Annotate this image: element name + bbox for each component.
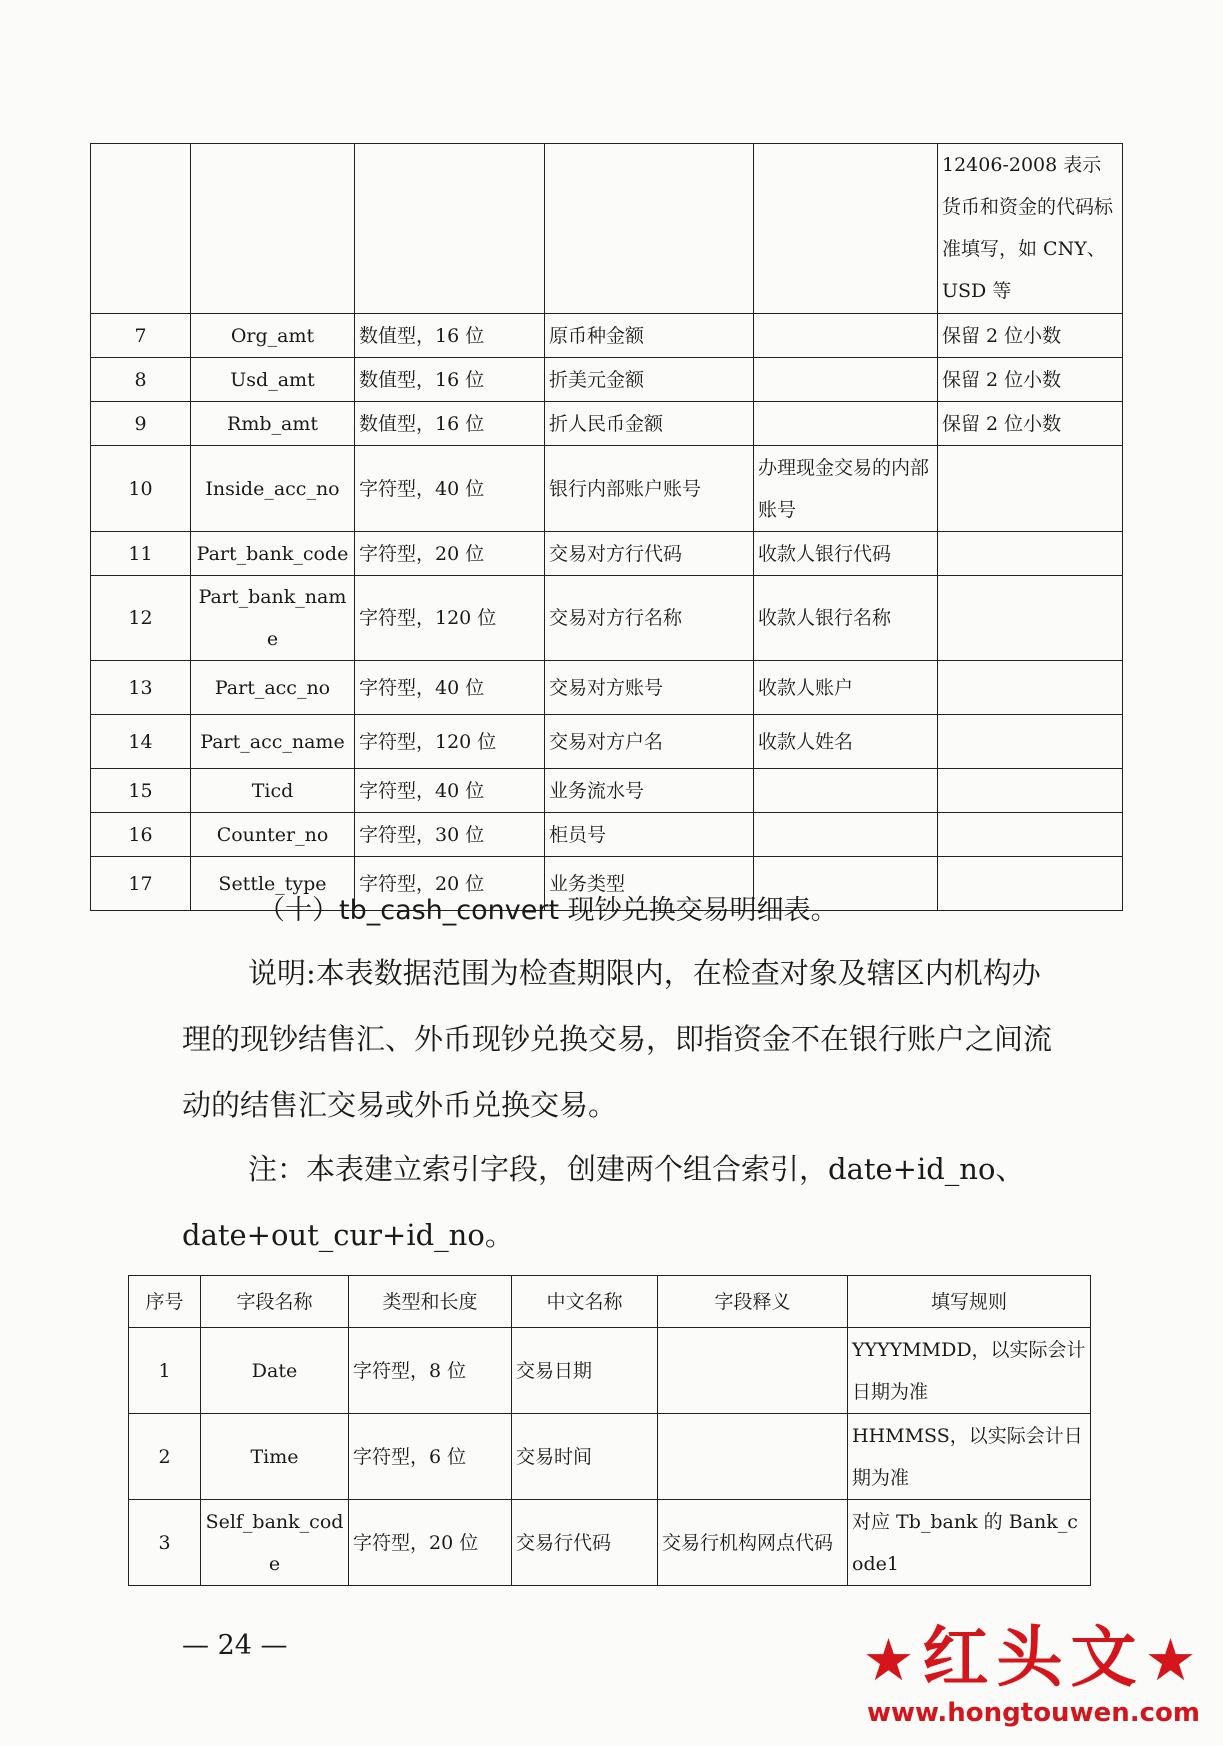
cell-field: Part_acc_name (191, 715, 355, 769)
cell-rule (938, 769, 1123, 813)
header-no: 序号 (129, 1276, 201, 1328)
cell-cn: 交易日期 (512, 1328, 658, 1414)
cell-rule (938, 661, 1123, 715)
cell-desc: 收款人姓名 (754, 715, 938, 769)
cell-desc (754, 402, 938, 446)
cell-field: Part_bank_name (191, 576, 355, 661)
page-number: — 24 — (182, 1630, 288, 1661)
cell-cn: 折人民币金额 (545, 402, 754, 446)
star-icon: ★ (862, 1626, 923, 1694)
cell-no: 13 (91, 661, 191, 715)
cell-type: 字符型，20 位 (355, 532, 545, 576)
cell-desc (658, 1328, 848, 1414)
table-row (91, 769, 1123, 813)
section-note: 注：本表建立索引字段，创建两个组合索引，date+id_no、date+out_cur+id_no。 (182, 1152, 1025, 1252)
header-rule: 填写规则 (848, 1276, 1091, 1328)
table-row (129, 1500, 1091, 1586)
cell-desc (658, 1414, 848, 1500)
cell-rule: 保留 2 位小数 (938, 402, 1123, 446)
cell-field: Usd_amt (191, 358, 355, 402)
cell-no: 15 (91, 769, 191, 813)
cell-no: 3 (129, 1500, 201, 1586)
header-cn-name: 中文名称 (512, 1276, 658, 1328)
cell-cn: 交易时间 (512, 1414, 658, 1500)
cell-no: 2 (129, 1414, 201, 1500)
cell-desc (754, 314, 938, 358)
star-icon: ★ (1144, 1626, 1205, 1694)
table-header-row (129, 1276, 1091, 1328)
cell-rule (938, 532, 1123, 576)
cell-type: 数值型，16 位 (355, 358, 545, 402)
cell-no: 10 (91, 446, 191, 532)
cell-cn: 折美元金额 (545, 358, 754, 402)
cell-desc: 办理现金交易的内部账号 (754, 446, 938, 532)
table-row-continued (91, 144, 1123, 314)
cell-cn: 交易对方账号 (545, 661, 754, 715)
cell-cn: 交易行代码 (512, 1500, 658, 1586)
cell-type: 字符型，120 位 (355, 576, 545, 661)
cell-field: Ticd (191, 769, 355, 813)
header-type: 类型和长度 (349, 1276, 512, 1328)
cell-desc: 收款人账户 (754, 661, 938, 715)
cell-type: 数值型，16 位 (355, 402, 545, 446)
cell-field: Part_bank_code (191, 532, 355, 576)
cell-rule (938, 446, 1123, 532)
table-row (129, 1414, 1091, 1500)
cell-rule: 12406-2008 表示货币和资金的代码标准填写，如 CNY、USD 等 (938, 144, 1123, 314)
cell-type: 数值型，16 位 (355, 314, 545, 358)
cell-type: 字符型，6 位 (349, 1414, 512, 1500)
cell-no: 16 (91, 813, 191, 857)
cell-no: 9 (91, 402, 191, 446)
table-row (91, 813, 1123, 857)
cell-rule: 对应 Tb_bank 的 Bank_code1 (848, 1500, 1091, 1586)
cell-cn: 银行内部账户账号 (545, 446, 754, 532)
cash-convert-field-table (128, 1275, 1091, 1586)
section-description: 说明:本表数据范围为检查期限内，在检查对象及辖区内机构办理的现钞结售汇、外币现钞兑换交易，即指资金不在银行账户之间流动的结售汇交易或外币兑换交易。 (182, 956, 1053, 1122)
cell-rule: 保留 2 位小数 (938, 358, 1123, 402)
cell-no: 1 (129, 1328, 201, 1414)
cell-type: 字符型，30 位 (355, 813, 545, 857)
cell-type: 字符型，40 位 (355, 769, 545, 813)
cell-desc (754, 769, 938, 813)
cell-cn: 原币种金额 (545, 314, 754, 358)
cell-type: 字符型，40 位 (355, 661, 545, 715)
cell-no: 7 (91, 314, 191, 358)
cell-rule: HHMMSS，以实际会计日期为准 (848, 1414, 1091, 1500)
table-row (91, 532, 1123, 576)
cell-cn: 交易对方行代码 (545, 532, 754, 576)
cell-desc: 收款人银行名称 (754, 576, 938, 661)
cell-field: Settle_type (191, 857, 355, 911)
cell-desc: 交易行机构网点代码 (658, 1500, 848, 1586)
watermark-title: 红头文 (922, 1619, 1145, 1696)
table-row (129, 1328, 1091, 1414)
cell-no: 12 (91, 576, 191, 661)
cell-type: 字符型，20 位 (355, 857, 545, 911)
table-row (91, 715, 1123, 769)
cell-field: Org_amt (191, 314, 355, 358)
cell-type: 字符型，20 位 (349, 1500, 512, 1586)
cell-no: 14 (91, 715, 191, 769)
table-row (91, 314, 1123, 358)
cell-cn: 业务类型 (545, 857, 754, 911)
cell-type: 字符型，40 位 (355, 446, 545, 532)
cell-cn: 柜员号 (545, 813, 754, 857)
cell-desc (754, 813, 938, 857)
table-row (91, 402, 1123, 446)
cell-desc: 收款人银行代码 (754, 532, 938, 576)
cell-rule (938, 715, 1123, 769)
cell-field: Part_acc_no (191, 661, 355, 715)
cell-rule (938, 576, 1123, 661)
table-row (91, 576, 1123, 661)
cell-type: 字符型，120 位 (355, 715, 545, 769)
table-row (91, 358, 1123, 402)
header-field: 字段名称 (201, 1276, 349, 1328)
section-heading: （十）tb_cash_convert 现钞兑换交易明细表。 (258, 895, 838, 926)
cell-field: Date (201, 1328, 349, 1414)
cell-field: Self_bank_code (201, 1500, 349, 1586)
cell-field: Time (201, 1414, 349, 1500)
cell-field: Rmb_amt (191, 402, 355, 446)
cell-field: Counter_no (191, 813, 355, 857)
cell-rule: YYYYMMDD，以实际会计日期为准 (848, 1328, 1091, 1414)
site-watermark (846, 1619, 1221, 1742)
cell-desc (754, 358, 938, 402)
cell-no: 17 (91, 857, 191, 911)
cell-type: 字符型，8 位 (349, 1328, 512, 1414)
cell-no: 11 (91, 532, 191, 576)
cell-no: 8 (91, 358, 191, 402)
watermark-url: www.hongtouwen.com (867, 1698, 1200, 1728)
cell-cn: 业务流水号 (545, 769, 754, 813)
cell-cn: 交易对方户名 (545, 715, 754, 769)
cell-cn: 交易对方行名称 (545, 576, 754, 661)
table-row (91, 661, 1123, 715)
cell-rule (938, 813, 1123, 857)
cell-rule: 保留 2 位小数 (938, 314, 1123, 358)
cell-rule (938, 857, 1123, 911)
cell-field: Inside_acc_no (191, 446, 355, 532)
field-table-continued (90, 143, 1123, 911)
table-row (91, 446, 1123, 532)
header-desc: 字段释义 (658, 1276, 848, 1328)
